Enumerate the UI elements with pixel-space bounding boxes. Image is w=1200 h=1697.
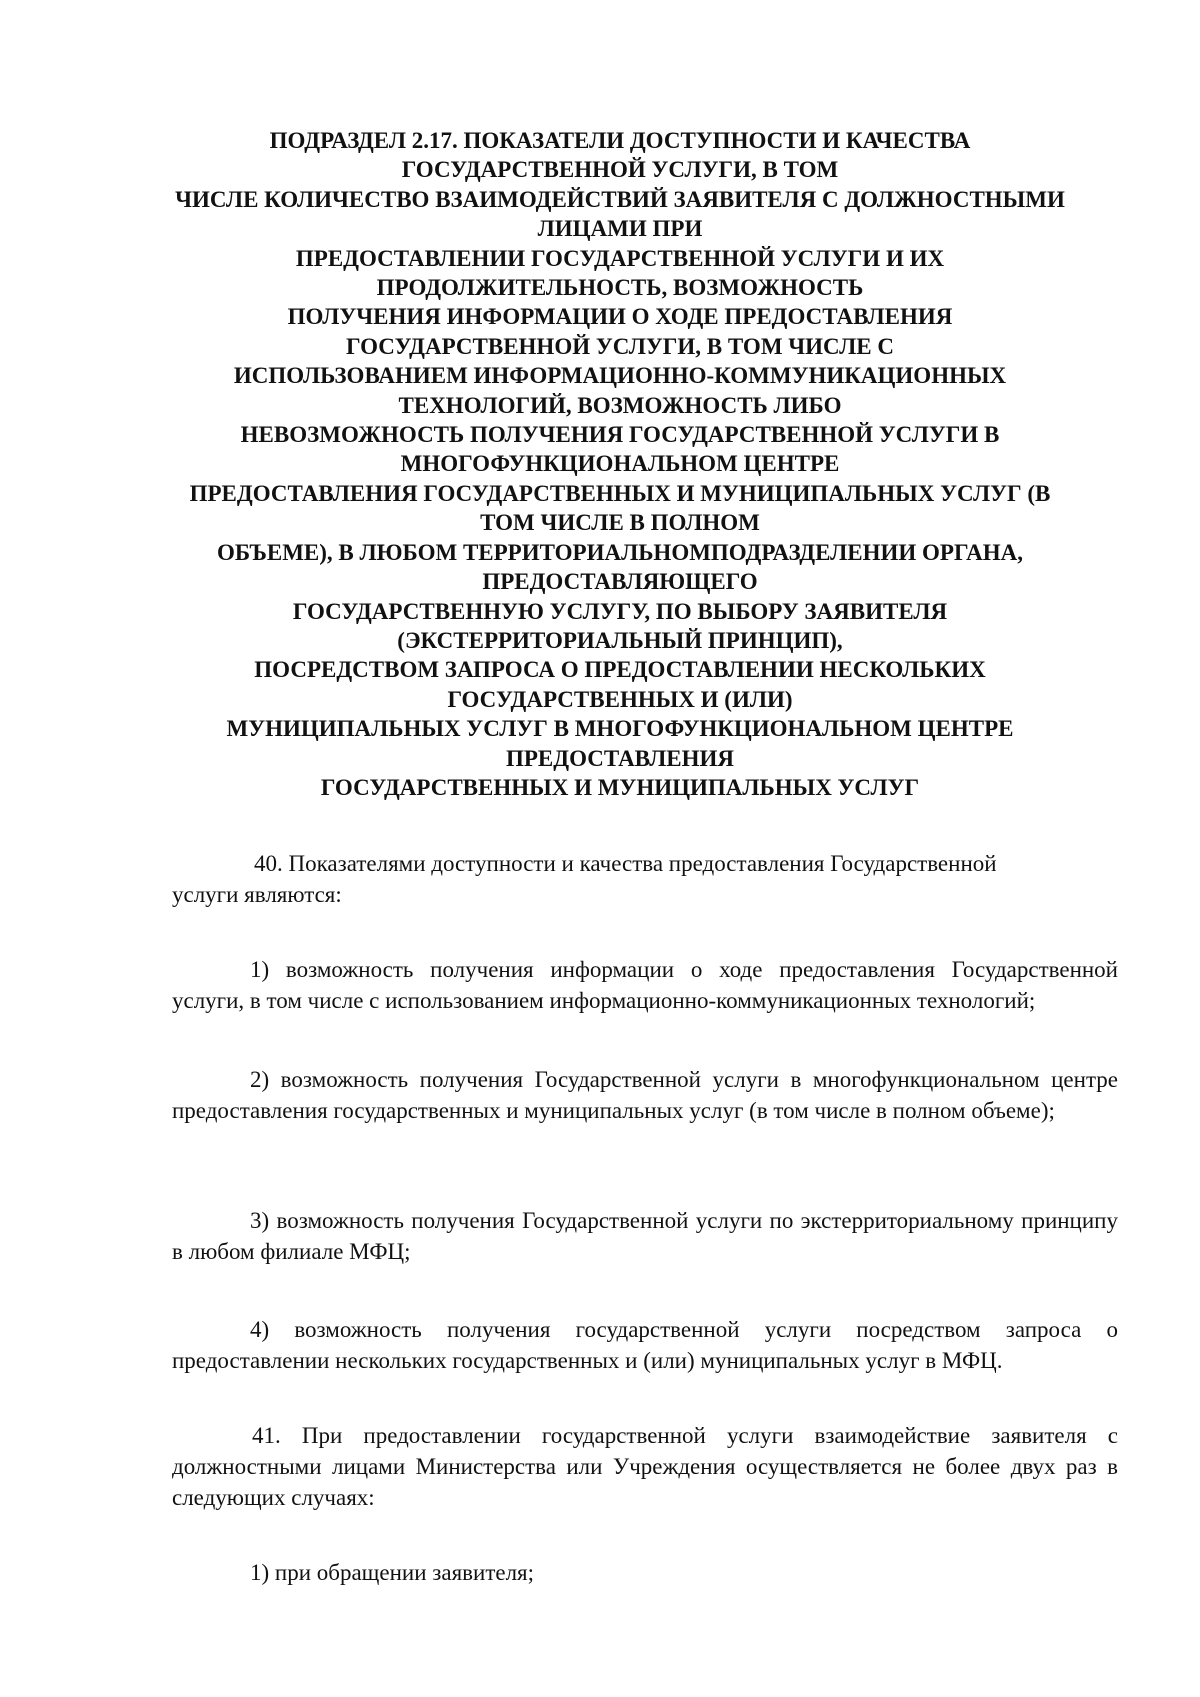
heading-line: ТОМ ЧИСЛЕ В ПОЛНОМ [480, 510, 760, 536]
heading-line: ГОСУДАРСТВЕННЫХ И (ИЛИ) [447, 686, 793, 712]
heading-line: МНОГОФУНКЦИОНАЛЬНОМ ЦЕНТРЕ [400, 451, 840, 477]
heading-line: ПОДРАЗДЕЛ 2.17. ПОКАЗАТЕЛИ ДОСТУПНОСТИ И КАЧЕСТВА [269, 128, 971, 153]
heading-line: ГОСУДАРСТВЕННОЙ УСЛУГИ, В ТОМ [401, 157, 839, 183]
heading-line: ЛИЦАМИ ПРИ [537, 216, 703, 242]
heading-line: ПРЕДОСТАВЛЯЮЩЕГО [482, 569, 758, 595]
heading-line: ПРЕДОСТАВЛЕНИИ ГОСУДАРСТВЕННОЙ УСЛУГИ И ИХ [295, 245, 945, 271]
heading-line: МУНИЦИПАЛЬНЫХ УСЛУГ В МНОГОФУНКЦИОНАЛЬНОМ ЦЕНТРЕ [226, 716, 1014, 742]
list-item-1: 1) возможность получения информации о ходе предоставления Государственной услуги, в том числе с использованием информационно-коммуникационных технологий; [172, 957, 1118, 1013]
paragraph-41: 41. При предоставлении государственной услуги взаимодействие заявителя с должностными лицами Министерства или Учреждения осуществляется не более двух раз в следующих случаях: [172, 1423, 1118, 1510]
heading-line: ГОСУДАРСТВЕННОЙ УСЛУГИ, В ТОМ ЧИСЛЕ С [346, 333, 894, 359]
heading-line: ЧИСЛЕ КОЛИЧЕСТВО ВЗАИМОДЕЙСТВИЙ ЗАЯВИТЕЛЯ С ДОЛЖНОСТНЫМИ [175, 186, 1065, 212]
heading-line: (ЭКСТЕРРИТОРИАЛЬНЫЙ ПРИНЦИП), [397, 627, 843, 653]
list-item-3: 3) возможность получения Государственной услуги по экстерриториальному принципу в любом филиале МФЦ; [172, 1208, 1118, 1264]
paragraph-40-line-1: 40. Показателями доступности и качества предоставления Государственной [254, 851, 997, 876]
heading-line: ГОСУДАРСТВЕННЫХ И МУНИЦИПАЛЬНЫХ УСЛУГ [320, 774, 920, 800]
heading-line: ГОСУДАРСТВЕННУЮ УСЛУГУ, ПО ВЫБОРУ ЗАЯВИТЕЛЯ [292, 598, 948, 624]
heading-line: НЕВОЗМОЖНОСТЬ ПОЛУЧЕНИЯ ГОСУДАРСТВЕННОЙ УСЛУГИ В [240, 422, 1000, 448]
list-item-2: 2) возможность получения Государственной услуги в многофункциональном центре предоставления государственных и муниципальных услуг (в том числе в полном объеме); [172, 1067, 1118, 1123]
heading-line: ПОСРЕДСТВОМ ЗАПРОСА О ПРЕДОСТАВЛЕНИИ НЕСКОЛЬКИХ [254, 657, 986, 683]
heading-line: ПРЕДОСТАВЛЕНИЯ [505, 745, 735, 771]
heading-line: ПРЕДОСТАВЛЕНИЯ ГОСУДАРСТВЕННЫХ И МУНИЦИПАЛЬНЫХ УСЛУГ (В [189, 480, 1051, 506]
heading-line: ТЕХНОЛОГИЙ, ВОЗМОЖНОСТЬ ЛИБО [398, 392, 842, 418]
sub-item-1: 1) при обращении заявителя; [250, 1560, 535, 1585]
heading-line: ПОЛУЧЕНИЯ ИНФОРМАЦИИ О ХОДЕ ПРЕДОСТАВЛЕНИЯ [287, 304, 953, 330]
paragraph-40-line-2: услуги являются: [172, 882, 342, 907]
section-heading [160, 126, 1080, 802]
heading-line: ПРОДОЛЖИТЕЛЬНОСТЬ, ВОЗМОЖНОСТЬ [376, 275, 864, 301]
list-item-4: 4) возможность получения государственной услуги посредством запроса о предоставлении нескольких государственных и (или) муниципальных услуг в МФЦ. [172, 1317, 1118, 1373]
heading-line: ИСПОЛЬЗОВАНИЕМ ИНФОРМАЦИОННО-КОММУНИКАЦИОННЫХ [233, 363, 1007, 389]
heading-line: ОБЪЕМЕ), В ЛЮБОМ ТЕРРИТОРИАЛЬНОМПОДРАЗДЕЛЕНИИ ОРГАНА, [217, 539, 1023, 565]
paragraph-40 [172, 848, 1118, 910]
